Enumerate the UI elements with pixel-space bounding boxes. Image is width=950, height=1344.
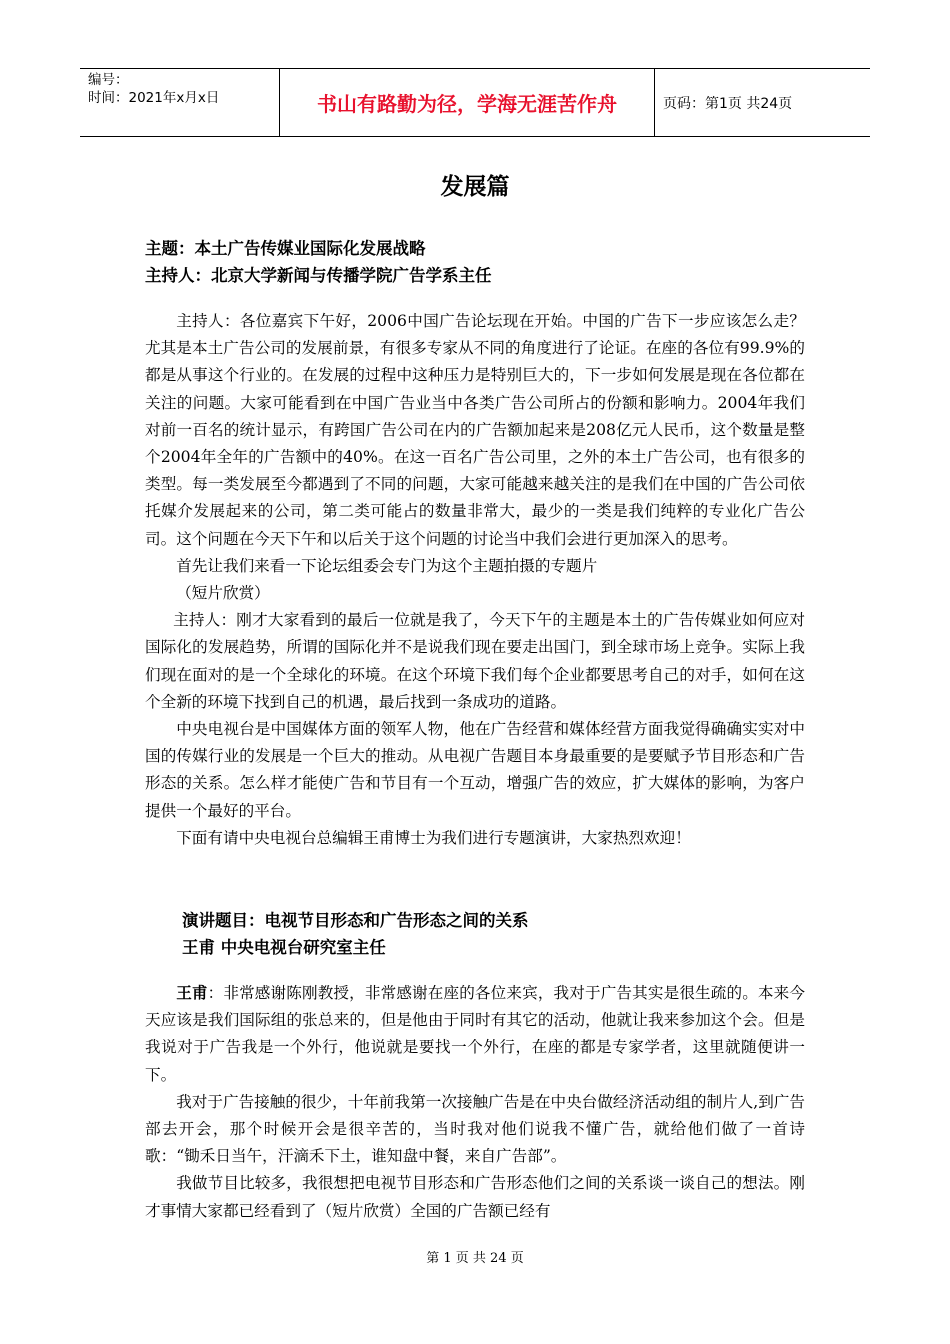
speaker-name: 王甫 [176,984,208,1002]
paragraph-text: ：非常感谢陈刚教授，非常感谢在座的各位来宾，我对于广告其实是很生疏的。本来今天应该是我们国际组的张总来的，但是他由于同时有其它的活动，他就让我来参加这个会。但是我说对于广告我是一个外行，他说就是要找一个外行，在座的都是专家学者，这里就随便讲一下。 [145,984,805,1084]
document-number: 编号： [88,72,129,88]
speaker-heading: 王甫 中央电视台研究室主任 [182,938,386,957]
paragraph: 主持人：刚才大家看到的最后一位就是我了，今天下午的主题是本土的广告传媒业如何应对国际化的发展趋势，所谓的国际化并不是说我们现在要走出国门，到全球市场上竞争。实际上我们现在面对的是一个全球化的环境。在这个环境下我们每个企业都要思考自己的对手，如何在这个全新的环境下找到自己的机遇，最后找到一条成功的道路。 [145,611,805,711]
paragraph: （短片欣赏） [176,584,270,603]
paragraph: 我对于广告接触的很少，十年前我第一次接触广告是在中央台做经济活动组的制片人,到广告部去开会，那个时候开会是很辛苦的，当时我对他们说我不懂广告，就给他们做了一首诗歌：“锄禾日当午，汗滴禾下土，谁知盘中餐，来自广告部”。 [145,1092,805,1166]
section-2-body [145,980,805,1225]
paragraph: 中央电视台是中国媒体方面的领军人物，他在广告经营和媒体经营方面我觉得确确实实对中国的传媒行业的发展是一个巨大的推动。从电视广告题目本身最重要的是要赋予节目形态和广告形态的关系。怎么样才能使广告和节目有一个互动，增强广告的效应，扩大媒体的影响，为客户提供一个最好的平台。 [145,720,805,820]
paragraph: 主持人：各位嘉宾下午好，2006中国广告论坛现在开始。中国的广告下一步应该怎么走？尤其是本土广告公司的发展前景，有很多专家从不同的角度进行了论证。在座的各位有99.9%的都是从事这个行业的。在发展的过程中这种压力是特别巨大的，下一步如何发展是现在各位都在关注的问题。大家可能看到在中国广告业当中各类广告公司所占的份额和影响力。2004年我们对前一百名的统计显示，有跨国广告公司在内的广告额加起来是208亿元人民币，这个数量是整个2004年全年的广告额中的40%。在这一百名广告公司里，之外的本土广告公司，也有很多的类型。每一类发展至今都遇到了不同的问题，大家可能越来越关注的是我们在中国的广告公司依托媒介发展起来的公司，第二类可能占的数量非常大，最少的一类是我们纯粹的专业化广告公司。这个问题在今天下午和以后关于这个问题的讨论当中我们会进行更加深入的思考。 [145,312,805,548]
section-1-body [145,308,805,852]
header-meta [80,69,280,136]
topic-heading: 主题：本土广告传媒业国际化发展战略 [145,239,426,258]
header-motto: 书山有路勤为径，学海无涯苦作舟 [280,69,655,136]
paragraph: 下面有请中央电视台总编辑王甫博士为我们进行专题演讲，大家热烈欢迎！ [176,828,691,847]
paragraph [145,980,805,1089]
page-footer: 第 1 页 共 24 页 [426,1251,524,1266]
paragraph: 我做节目比较多，我很想把电视节目形态和广告形态他们之间的关系谈一谈自己的想法。刚才事情大家都已经看到了（短片欣赏）全国的广告额已经有 [145,1174,805,1220]
paragraph: 首先让我们来看一下论坛组委会专门为这个主题拍摄的专题片 [176,556,598,575]
document-title: 发展篇 [440,174,510,200]
speech-title-heading: 演讲题目：电视节目形态和广告形态之间的关系 [182,911,529,930]
document-date: 时间：2021年x月x日 [88,90,220,106]
document-header [80,68,870,137]
header-page-info: 页码：第1页 共24页 [663,95,793,112]
host-heading: 主持人：北京大学新闻与传播学院广告学系主任 [145,266,492,285]
